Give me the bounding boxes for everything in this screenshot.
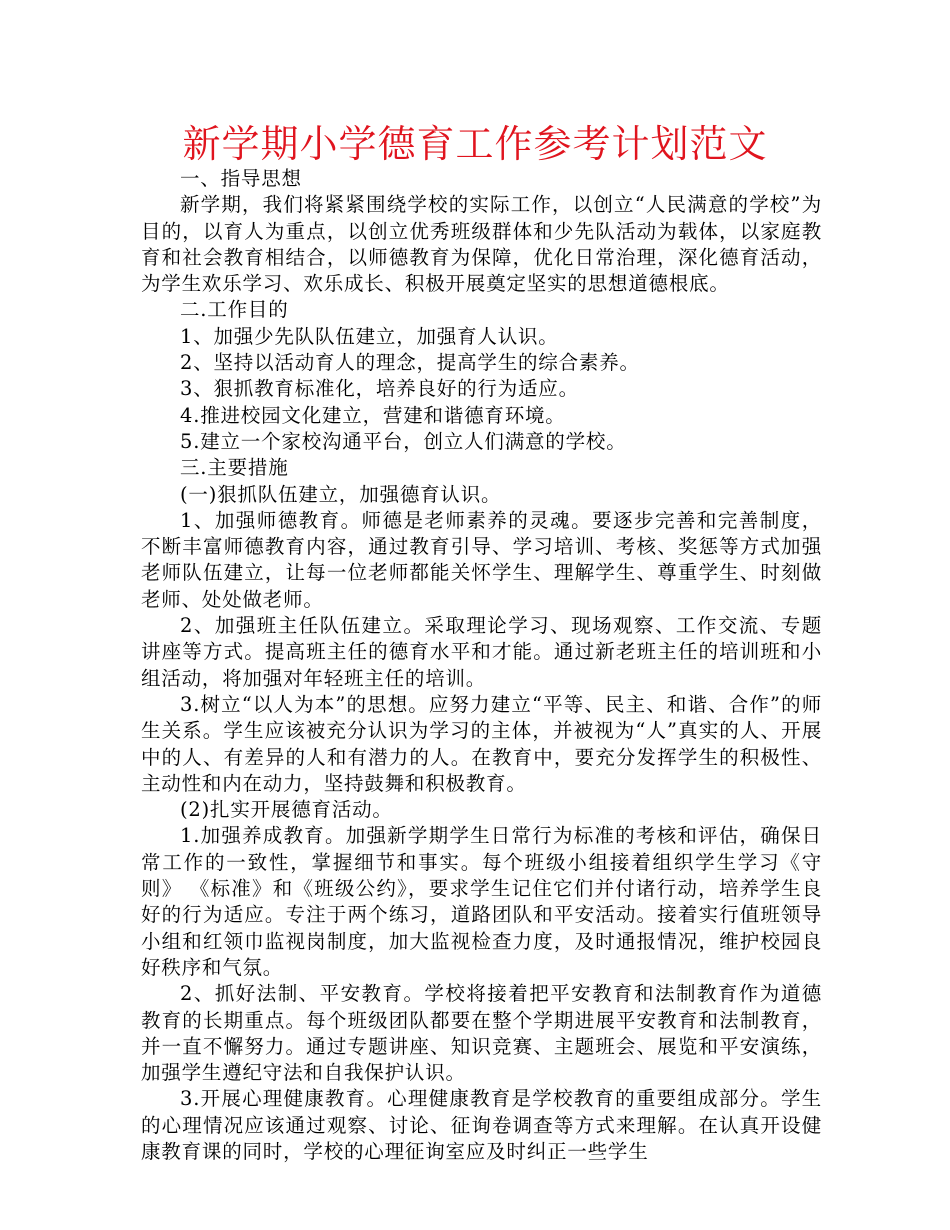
section-heading: 二.工作目的 <box>180 298 289 322</box>
list-item: 5.建立一个家校沟通平台，创立人们满意的学校。 <box>180 429 627 453</box>
list-item: 3、狠抓教育标准化，培养良好的行为适应。 <box>180 377 579 401</box>
paragraph: 1、加强师德教育。师德是老师素养的灵魂。要逐步完善和完善制度，不断丰富师德教育内容，通过教育引导、学习培训、考核、奖惩等方式加强老师队伍建立，让每一位老师都能关怀学生、理解学生、尊重学生、时刻做老师、处处做老师。 <box>141 508 822 611</box>
subsection-heading: (2)扎实开展德育活动。 <box>180 798 393 822</box>
paragraph: 新学期，我们将紧紧围绕学校的实际工作，以创立“人民满意的学校”为目的，以育人为重点，以创立优秀班级群体和少先队活动为载体，以家庭教育和社会教育相结合，以师德教育为保障，优化日常治理，深化德育活动，为学生欢乐学习、欢乐成长、积极开展奠定坚实的思想道德根底。 <box>141 193 822 296</box>
paragraph: 2、加强班主任队伍建立。采取理论学习、现场观察、工作交流、专题讲座等方式。提高班主任的德育水平和才能。通过新老班主任的培训班和小组活动，将加强对年轻班主任的培训。 <box>141 614 822 690</box>
document-body <box>141 166 822 1165</box>
list-item: 1、加强少先队队伍建立，加强育人认识。 <box>180 324 559 348</box>
list-item: 4.推进校园文化建立，营建和谐德育环境。 <box>180 403 566 427</box>
paragraph: 3.树立“以人为本”的思想。应努力建立“平等、民主、和谐、合作”的师生关系。学生应该被充分认识为学习的主体，并被视为“人”真实的人、开展中的人、有差异的人和有潜力的人。在教育中，要充分发挥学生的积极性、主动性和内在动力，坚持鼓舞和积极教育。 <box>141 692 822 795</box>
paragraph: 3.开展心理健康教育。心理健康教育是学校教育的重要组成部分。学生的心理情况应该通过观察、讨论、征询卷调查等方式来理解。在认真开设健康教育课的同时，学校的心理征询室应及时纠正一些学生 <box>141 1087 822 1163</box>
document-title: 新学期小学德育工作参考计划范文 <box>182 122 768 166</box>
section-heading: 三.主要措施 <box>180 456 289 480</box>
subsection-heading: (一)狠抓队伍建立，加强德育认识。 <box>180 482 502 506</box>
list-item: 2、坚持以活动育人的理念，提高学生的综合素养。 <box>180 351 640 375</box>
section-heading: 一、指导思想 <box>180 167 302 190</box>
paragraph: 1.加强养成教育。加强新学期学生日常行为标准的考核和评估，确保日常工作的一致性，掌握细节和事实。每个班级小组接着组织学生学习《守则》 《标准》和《班级公约》，要求学生记住它们并付诸行动，培养学生良好的行为适应。专注于两个练习，道路团队和平安活动。接着实行值班领导小组和红领巾监视岗制度，加大监视检查力度，及时通报情况，维护校园良好秩序和气氛。 <box>141 824 822 979</box>
paragraph: 2、抓好法制、平安教育。学校将接着把平安教育和法制教育作为道德教育的长期重点。每个班级团队都要在整个学期进展平安教育和法制教育，并一直不懈努力。通过专题讲座、知识竞赛、主题班会、展览和平安演练，加强学生遵纪守法和自我保护认识。 <box>141 982 822 1085</box>
